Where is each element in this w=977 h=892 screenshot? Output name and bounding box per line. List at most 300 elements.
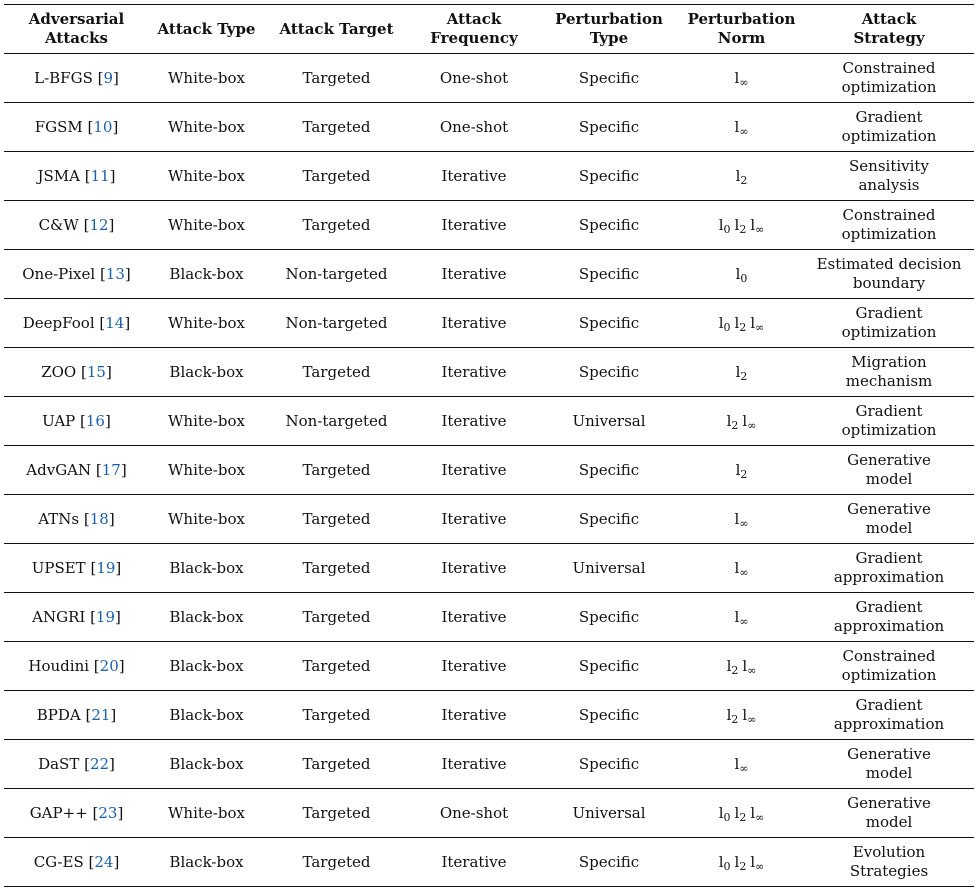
strategy-line: Gradient — [855, 549, 923, 567]
strategy-line: Constrained — [842, 206, 936, 224]
column-header — [679, 5, 804, 54]
strategy-line: Evolution — [852, 843, 926, 861]
norm-subscript: 2 — [739, 222, 747, 236]
norm-term — [735, 804, 747, 822]
attack-name-cell: AdvGAN [17] — [26, 460, 127, 479]
attack-name: ANGRI — [32, 607, 86, 626]
citation-link[interactable]: 23 — [98, 803, 118, 822]
table-header — [4, 5, 974, 54]
citation-link[interactable]: 12 — [89, 215, 109, 234]
perturbation-type-cell: Specific — [578, 509, 640, 528]
attack-strategy-cell — [804, 299, 974, 348]
norm-term — [736, 461, 748, 479]
attack-target-cell: Targeted — [302, 362, 371, 381]
perturbation-type-cell: Specific — [578, 754, 640, 773]
norm-symbol: l — [734, 117, 740, 136]
attack-target-cell: Targeted — [302, 117, 371, 136]
table-row — [4, 593, 974, 642]
attack-strategy-cell — [804, 789, 974, 838]
perturbation-type-cell: Specific — [578, 460, 640, 479]
attack-type-cell: Black-box — [169, 558, 244, 577]
norm-term — [750, 216, 764, 234]
citation-link[interactable]: 19 — [95, 607, 116, 626]
norm-term — [742, 706, 756, 724]
column-header — [539, 5, 679, 54]
norm-subscript: ∞ — [755, 222, 765, 236]
strategy-line: Generative — [847, 451, 931, 469]
citation-link[interactable]: 9 — [103, 68, 114, 87]
perturbation-norm-cell — [679, 250, 804, 299]
attack-name: AdvGAN — [26, 460, 92, 479]
citation-link[interactable]: 22 — [89, 754, 110, 773]
attack-strategy-cell — [804, 54, 974, 103]
strategy-line: Generative — [847, 500, 931, 518]
table-row — [4, 54, 974, 103]
attack-strategy-cell — [804, 348, 974, 397]
column-header-line: Attacks — [45, 29, 108, 47]
table-row — [4, 495, 974, 544]
norm-subscript: 2 — [740, 173, 748, 187]
perturbation-norm-cell — [679, 54, 804, 103]
attack-name-cell: GAP++ [23] — [29, 803, 124, 822]
perturbation-norm-cell — [679, 642, 804, 691]
attack-type-cell: White-box — [168, 803, 245, 822]
attack-target-cell: Non-targeted — [285, 264, 388, 283]
norm-subscript: ∞ — [739, 614, 749, 628]
norm-subscript: ∞ — [739, 516, 749, 530]
attack-name: JSMA — [37, 166, 80, 185]
norm-term — [735, 755, 749, 773]
attack-name-cell: L-BFGS [9] — [34, 68, 119, 87]
strategy-line: approximation — [833, 715, 945, 733]
perturbation-type-cell: Specific — [578, 68, 640, 87]
attack-name-cell: JSMA [11] — [37, 166, 116, 185]
attack-type-cell: White-box — [168, 313, 245, 332]
norm-term — [735, 510, 749, 528]
attack-target-cell: Targeted — [302, 460, 371, 479]
norm-symbol: l — [750, 215, 756, 234]
attack-frequency-cell: Iterative — [441, 607, 507, 626]
attack-name-cell: C&W [12] — [38, 215, 115, 234]
perturbation-type-cell: Universal — [572, 411, 646, 430]
attack-type-cell: White-box — [168, 117, 245, 136]
table-row — [4, 397, 974, 446]
attack-frequency-cell: Iterative — [441, 656, 507, 675]
table-row — [4, 838, 974, 887]
norm-term — [735, 314, 747, 332]
perturbation-type-cell: Specific — [578, 264, 640, 283]
attack-type-cell: Black-box — [169, 656, 244, 675]
norm-term — [735, 69, 749, 87]
norm-symbol: l — [734, 754, 740, 773]
perturbation-norm-cell — [679, 495, 804, 544]
norm-symbol: l — [742, 411, 748, 430]
perturbation-norm-cell — [679, 740, 804, 789]
attack-target-cell: Non-targeted — [285, 313, 388, 332]
citation-link[interactable]: 17 — [101, 460, 121, 479]
citation-link[interactable]: 11 — [90, 166, 110, 185]
attack-type-cell: White-box — [168, 411, 245, 430]
attack-name: L-BFGS — [34, 68, 93, 87]
strategy-line: optimization — [841, 421, 937, 439]
attack-frequency-cell: Iterative — [441, 460, 507, 479]
attack-frequency-cell: Iterative — [441, 362, 507, 381]
perturbation-type-cell: Universal — [572, 558, 646, 577]
perturbation-type-cell: Specific — [578, 362, 640, 381]
norm-symbol: l — [750, 852, 756, 871]
column-header-line: Type — [589, 29, 629, 47]
norm-subscript: 2 — [740, 467, 748, 481]
norm-subscript: ∞ — [747, 663, 757, 677]
strategy-line: model — [865, 813, 913, 831]
strategy-line: Gradient — [855, 696, 923, 714]
attack-strategy-cell — [804, 544, 974, 593]
attack-strategy-cell — [804, 495, 974, 544]
perturbation-type-cell: Specific — [578, 117, 640, 136]
citation-link[interactable]: 19 — [96, 558, 116, 577]
citation-link[interactable]: 13 — [105, 264, 125, 283]
attack-target-cell: Targeted — [302, 68, 371, 87]
norm-subscript: 2 — [731, 663, 739, 677]
strategy-line: Gradient — [855, 304, 923, 322]
column-header-line: Norm — [717, 29, 766, 47]
norm-symbol: l — [742, 705, 748, 724]
norm-term — [735, 853, 747, 871]
citation-link[interactable]: 21 — [91, 705, 111, 724]
perturbation-type-cell: Specific — [578, 313, 640, 332]
norm-term — [735, 608, 749, 626]
norm-symbol: l — [750, 313, 756, 332]
perturbation-norm-cell — [679, 544, 804, 593]
strategy-line: Gradient — [855, 598, 923, 616]
attack-strategy-cell — [804, 397, 974, 446]
norm-symbol: l — [726, 656, 732, 675]
norm-subscript: ∞ — [739, 565, 749, 579]
attack-frequency-cell: Iterative — [441, 264, 507, 283]
attack-strategy-cell — [804, 691, 974, 740]
attack-type-cell: White-box — [168, 509, 245, 528]
strategy-line: mechanism — [845, 372, 933, 390]
perturbation-norm-cell — [679, 446, 804, 495]
table-container — [4, 4, 974, 887]
norm-subscript: 0 — [723, 810, 731, 824]
perturbation-type-cell: Specific — [578, 705, 640, 724]
attack-target-cell: Targeted — [302, 607, 371, 626]
attack-type-cell: White-box — [168, 166, 245, 185]
strategy-line: Generative — [847, 745, 931, 763]
table-row — [4, 152, 974, 201]
strategy-line: Constrained — [842, 647, 936, 665]
norm-term — [736, 265, 748, 283]
norm-term — [727, 657, 739, 675]
attack-name: ATNs — [38, 509, 80, 528]
column-header — [4, 5, 149, 54]
attack-frequency-cell: Iterative — [441, 558, 507, 577]
strategy-line: analysis — [858, 176, 920, 194]
column-header-line: Attack Target — [279, 19, 394, 38]
perturbation-type-cell: Specific — [578, 607, 640, 626]
norm-term — [719, 314, 731, 332]
norm-term — [735, 118, 749, 136]
attack-name-cell: One-Pixel [13] — [22, 264, 131, 283]
attack-name: BPDA — [36, 705, 81, 724]
attack-frequency-cell: Iterative — [441, 215, 507, 234]
norm-subscript: 0 — [723, 859, 731, 873]
norm-subscript: ∞ — [747, 418, 757, 432]
strategy-line: Gradient — [855, 402, 923, 420]
norm-term — [727, 706, 739, 724]
table-row — [4, 103, 974, 152]
attack-name: DaST — [38, 754, 80, 773]
norm-symbol: l — [750, 803, 756, 822]
strategy-line: Gradient — [855, 108, 923, 126]
attack-type-cell: White-box — [168, 215, 245, 234]
attack-name: CG-ES — [33, 852, 84, 871]
perturbation-norm-cell — [679, 397, 804, 446]
perturbation-norm-cell — [679, 789, 804, 838]
attack-name-cell: BPDA [21] — [36, 705, 117, 724]
attack-strategy-cell — [804, 740, 974, 789]
norm-symbol: l — [718, 215, 724, 234]
perturbation-type-cell: Universal — [572, 803, 646, 822]
strategy-line: Estimated decision — [816, 255, 962, 273]
norm-term — [719, 216, 731, 234]
perturbation-type-cell: Specific — [578, 166, 640, 185]
attack-name-cell: UPSET [19] — [31, 558, 122, 577]
norm-subscript: ∞ — [755, 320, 765, 334]
norm-term — [750, 804, 764, 822]
attack-name-cell: ZOO [15] — [41, 362, 112, 381]
column-header-line: Perturbation — [555, 10, 663, 28]
attack-name-cell: ANGRI [19] — [32, 607, 121, 626]
strategy-line: optimization — [841, 127, 937, 145]
citation-link[interactable]: 16 — [85, 411, 105, 430]
strategy-line: approximation — [833, 568, 945, 586]
norm-symbol: l — [734, 313, 740, 332]
attack-type-cell: Black-box — [169, 705, 244, 724]
attack-target-cell: Non-targeted — [285, 411, 388, 430]
citation-link[interactable]: 15 — [86, 362, 106, 381]
column-header — [264, 5, 409, 54]
norm-term — [735, 216, 747, 234]
norm-term — [719, 804, 731, 822]
attack-strategy-cell — [804, 152, 974, 201]
table-row — [4, 201, 974, 250]
attack-name-cell: Houdini [20] — [28, 656, 125, 675]
attack-target-cell: Targeted — [302, 656, 371, 675]
attack-type-cell: Black-box — [169, 362, 244, 381]
norm-symbol: l — [734, 68, 740, 87]
attack-name: FGSM — [34, 117, 83, 136]
column-header-line: Strategy — [853, 29, 925, 47]
attack-name: UAP — [42, 411, 76, 430]
attack-type-cell: Black-box — [169, 754, 244, 773]
perturbation-norm-cell — [679, 838, 804, 887]
attack-target-cell: Targeted — [302, 215, 371, 234]
attack-name: C&W — [38, 215, 79, 234]
attack-type-cell: White-box — [168, 460, 245, 479]
attack-frequency-cell: Iterative — [441, 166, 507, 185]
attack-name: ZOO — [41, 362, 77, 381]
adversarial-attacks-table — [4, 4, 974, 887]
attack-target-cell: Targeted — [302, 852, 371, 871]
attack-frequency-cell: Iterative — [441, 313, 507, 332]
norm-symbol: l — [735, 166, 741, 185]
citation-link[interactable]: 18 — [89, 509, 109, 528]
attack-strategy-cell — [804, 838, 974, 887]
citation-link[interactable]: 10 — [93, 117, 113, 136]
perturbation-type-cell: Specific — [578, 852, 640, 871]
norm-subscript: 2 — [731, 712, 739, 726]
attack-target-cell: Targeted — [302, 754, 371, 773]
norm-symbol: l — [734, 558, 740, 577]
norm-term — [736, 363, 748, 381]
perturbation-norm-cell — [679, 103, 804, 152]
table-row — [4, 299, 974, 348]
attack-strategy-cell — [804, 201, 974, 250]
norm-symbol: l — [726, 705, 732, 724]
norm-term — [750, 853, 764, 871]
strategy-line: optimization — [841, 666, 937, 684]
norm-term — [719, 853, 731, 871]
norm-subscript: ∞ — [739, 761, 749, 775]
attack-name-cell: DaST [22] — [38, 754, 115, 773]
strategy-line: Sensitivity — [849, 157, 929, 175]
norm-subscript: ∞ — [755, 859, 765, 873]
norm-term — [735, 559, 749, 577]
attack-type-cell: Black-box — [169, 852, 244, 871]
attack-type-cell: White-box — [168, 68, 245, 87]
attack-name: UPSET — [31, 558, 86, 577]
norm-subscript: 2 — [740, 369, 748, 383]
attack-strategy-cell — [804, 593, 974, 642]
attack-strategy-cell — [804, 103, 974, 152]
table-row — [4, 250, 974, 299]
column-header — [804, 5, 974, 54]
attack-frequency-cell: Iterative — [441, 852, 507, 871]
norm-symbol: l — [718, 313, 724, 332]
strategy-line: optimization — [841, 323, 937, 341]
column-header-line: Perturbation — [687, 10, 796, 28]
column-header-line: Adversarial — [28, 10, 125, 28]
norm-subscript: 2 — [739, 810, 747, 824]
norm-symbol: l — [735, 362, 741, 381]
norm-subscript: ∞ — [739, 124, 749, 138]
attack-name-cell: UAP [16] — [42, 411, 111, 430]
attack-target-cell: Targeted — [302, 166, 371, 185]
norm-symbol: l — [735, 264, 741, 283]
perturbation-norm-cell — [679, 593, 804, 642]
strategy-line: model — [865, 764, 913, 782]
norm-term — [742, 412, 756, 430]
attack-strategy-cell — [804, 446, 974, 495]
norm-subscript: 0 — [723, 320, 731, 334]
attack-name-cell: DeepFool [14] — [22, 313, 131, 332]
attack-type-cell: Black-box — [169, 264, 244, 283]
norm-term — [750, 314, 764, 332]
strategy-line: Migration — [851, 353, 927, 371]
column-header — [149, 5, 264, 54]
norm-term — [736, 167, 748, 185]
norm-symbol: l — [734, 607, 740, 626]
norm-symbol: l — [718, 803, 724, 822]
norm-symbol: l — [742, 656, 748, 675]
strategy-line: optimization — [841, 78, 937, 96]
table-row — [4, 348, 974, 397]
perturbation-type-cell: Specific — [578, 215, 640, 234]
column-header — [409, 5, 539, 54]
attack-name: Houdini — [28, 656, 90, 675]
norm-subscript: 0 — [740, 271, 748, 285]
column-header-line: Frequency — [430, 29, 518, 47]
perturbation-norm-cell — [679, 152, 804, 201]
strategy-line: Strategies — [849, 862, 929, 880]
strategy-line: Constrained — [842, 59, 936, 77]
citation-link[interactable]: 20 — [99, 656, 119, 675]
perturbation-norm-cell — [679, 691, 804, 740]
strategy-line: approximation — [833, 617, 945, 635]
norm-term — [727, 412, 739, 430]
norm-subscript: 0 — [723, 222, 731, 236]
attack-strategy-cell — [804, 642, 974, 691]
attack-name-cell: ATNs [18] — [38, 509, 115, 528]
norm-symbol: l — [735, 460, 741, 479]
norm-symbol: l — [734, 509, 740, 528]
attack-frequency-cell: One-shot — [439, 68, 509, 87]
table-row — [4, 446, 974, 495]
strategy-line: Generative — [847, 794, 931, 812]
strategy-line: model — [865, 470, 913, 488]
norm-subscript: 2 — [739, 859, 747, 873]
attack-frequency-cell: One-shot — [439, 117, 509, 136]
attack-target-cell: Targeted — [302, 509, 371, 528]
citation-link[interactable]: 14 — [105, 313, 125, 332]
perturbation-norm-cell — [679, 299, 804, 348]
attack-name-cell: FGSM [10] — [34, 117, 119, 136]
header-row — [4, 5, 974, 54]
norm-symbol: l — [734, 852, 740, 871]
citation-link[interactable]: 24 — [94, 852, 114, 871]
norm-subscript: 2 — [731, 418, 739, 432]
attack-name: DeepFool — [22, 313, 95, 332]
table-row — [4, 740, 974, 789]
table-row — [4, 642, 974, 691]
table-row — [4, 691, 974, 740]
norm-subscript: ∞ — [755, 810, 765, 824]
strategy-line: optimization — [841, 225, 937, 243]
norm-subscript: ∞ — [739, 75, 749, 89]
attack-frequency-cell: One-shot — [439, 803, 509, 822]
attack-target-cell: Targeted — [302, 558, 371, 577]
norm-subscript: 2 — [739, 320, 747, 334]
column-header-line: Attack — [446, 10, 502, 28]
norm-symbol: l — [726, 411, 732, 430]
norm-subscript: ∞ — [747, 712, 757, 726]
perturbation-norm-cell — [679, 348, 804, 397]
table-row — [4, 789, 974, 838]
column-header-line: Attack — [861, 10, 917, 28]
attack-frequency-cell: Iterative — [441, 705, 507, 724]
perturbation-norm-cell — [679, 201, 804, 250]
strategy-line: boundary — [852, 274, 926, 292]
attack-frequency-cell: Iterative — [441, 509, 507, 528]
attack-target-cell: Targeted — [302, 705, 371, 724]
attack-frequency-cell: Iterative — [441, 754, 507, 773]
table-row — [4, 544, 974, 593]
attack-frequency-cell: Iterative — [441, 411, 507, 430]
attack-target-cell: Targeted — [302, 803, 371, 822]
norm-symbol: l — [718, 852, 724, 871]
